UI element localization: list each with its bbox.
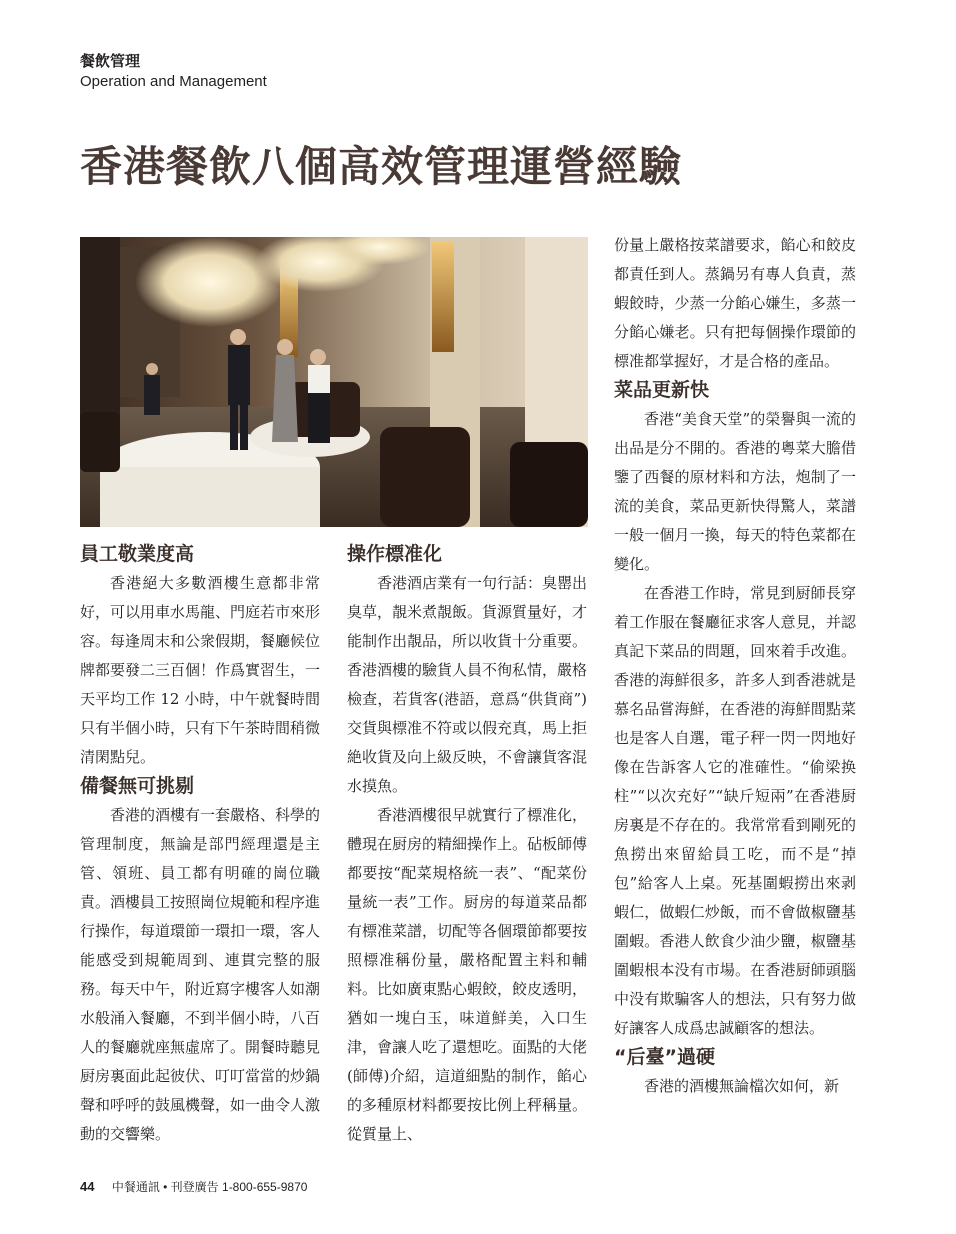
section-heading: “后臺”過硬 xyxy=(614,1046,715,1068)
body-paragraph: 香港“美食天堂”的榮譽與一流的出品是分不開的。香港的粵菜大膽借鑒了西餐的原材料和方法，炮制了一流的美食，菜品更新快得驚人，菜譜一般一個月一換，每天的特色菜都在變化。 xyxy=(614,410,856,573)
restaurant-photo xyxy=(80,237,588,527)
section-heading: 員工敬業度高 xyxy=(80,543,195,565)
body-paragraph: 香港酒店業有一句行話：臭罌出臭草，靚米煮靚飯。貨源質量好，才能制作出靚品，所以收貨十分重要。香港酒樓的驗貨人員不徇私情，嚴格檢查，若貨客(港語，意爲“供貨商”)交貨與標准不符或以假充真，馬上拒絶收貨及向上級反映，不會讓貨客混水摸魚。 xyxy=(347,574,588,795)
section-heading: 操作標准化 xyxy=(347,543,443,565)
page-title: 香港餐飲八個高效管理運營經驗 xyxy=(80,142,683,191)
section-heading: 備餐無可挑剔 xyxy=(80,775,195,797)
body-paragraph-continued: 份量上嚴格按菜譜要求，餡心和餃皮都責任到人。蒸鍋另有專人負責，蒸蝦餃時，少蒸一分餡心嫌生，多蒸一分餡心嫌老。只有把每個操作環節的標准都掌握好，才是合格的產品。 xyxy=(614,236,856,370)
section-label-english: Operation and Management xyxy=(80,73,267,90)
body-paragraph: 香港的酒樓有一套嚴格、科學的管理制度，無論是部門經理還是主管、領班、員工都有明確的崗位職責。酒樓員工按照崗位規範和程序進行操作，每道環節一環扣一環，客人能感受到規範周到、連貫完整的服務。每天中午，附近寫字樓客人如潮水般涌入餐廳，不到半個小時，八百人的餐廳就座無虛席了。開餐時聽見厨房裏面此起彼伏、叮叮當當的炒鍋聲和呼呼的鼓風機聲，如一曲令人激動的交響樂。 xyxy=(80,806,321,1143)
section-heading: 菜品更新快 xyxy=(614,379,710,401)
body-paragraph: 香港酒樓很早就實行了標准化，體現在厨房的精細操作上。砧板師傅都要按“配菜規格統一表”、“配菜份量統一表”工作。厨房的每道菜品都有標准菜譜，切配等各個環節都要按照標准稱份量，嚴格配置主料和輔料。比如廣東點心蝦餃，餃皮透明，猶如一塊白玉，味道鮮美，入口生津，會讓人吃了還想吃。面點的大佬(師傅)介紹，這道細點的制作，餡心的多種原材料都要按比例上秤稱量。從質量上、 xyxy=(347,806,588,1143)
section-label-chinese: 餐飲管理 xyxy=(80,52,141,70)
column-right xyxy=(614,231,856,1101)
page-footer xyxy=(80,1178,307,1195)
body-paragraph: 在香港工作時，常見到厨師長穿着工作服在餐廳征求客人意見，并認真記下菜品的問題，回來着手改進。香港的海鮮很多，許多人到香港就是慕名品嘗海鮮，在香港的海鮮間點菜也是客人自選，電子秤一閃一閃地好像在告訴客人它的准確性。“偷梁换柱”“以次充好”“缺斤短兩”在香港厨房裏是不存在的。我常常看到剛死的魚撈出來留給員工吃，而不是“掉包”給客人上桌。死基圍蝦撈出來剥蝦仁，做蝦仁炒飯，而不會做椒鹽基圍蝦。香港人飲食少油少鹽，椒鹽基圍蝦根本没有市場。在香港厨師頭腦中没有欺騙客人的想法，只有努力做好讓客人成爲忠誠顧客的想法。 xyxy=(614,584,856,1037)
column-left xyxy=(80,540,320,1149)
page-number: 44 xyxy=(80,1179,95,1194)
footer-text: 中餐通訊 • 刊登廣告 1-800-655-9870 xyxy=(111,1180,308,1194)
column-middle xyxy=(347,540,587,1149)
body-paragraph: 香港絕大多數酒樓生意都非常好，可以用車水馬龍、門庭若市來形容。每逢周末和公衆假期，餐廳候位牌都要發二三百個！作爲實習生，一天平均工作 12 小時，中午就餐時間只有半個小時，只有下午茶時間稍微清閑點兒。 xyxy=(80,574,321,766)
body-paragraph: 香港的酒樓無論檔次如何，新 xyxy=(644,1077,840,1095)
